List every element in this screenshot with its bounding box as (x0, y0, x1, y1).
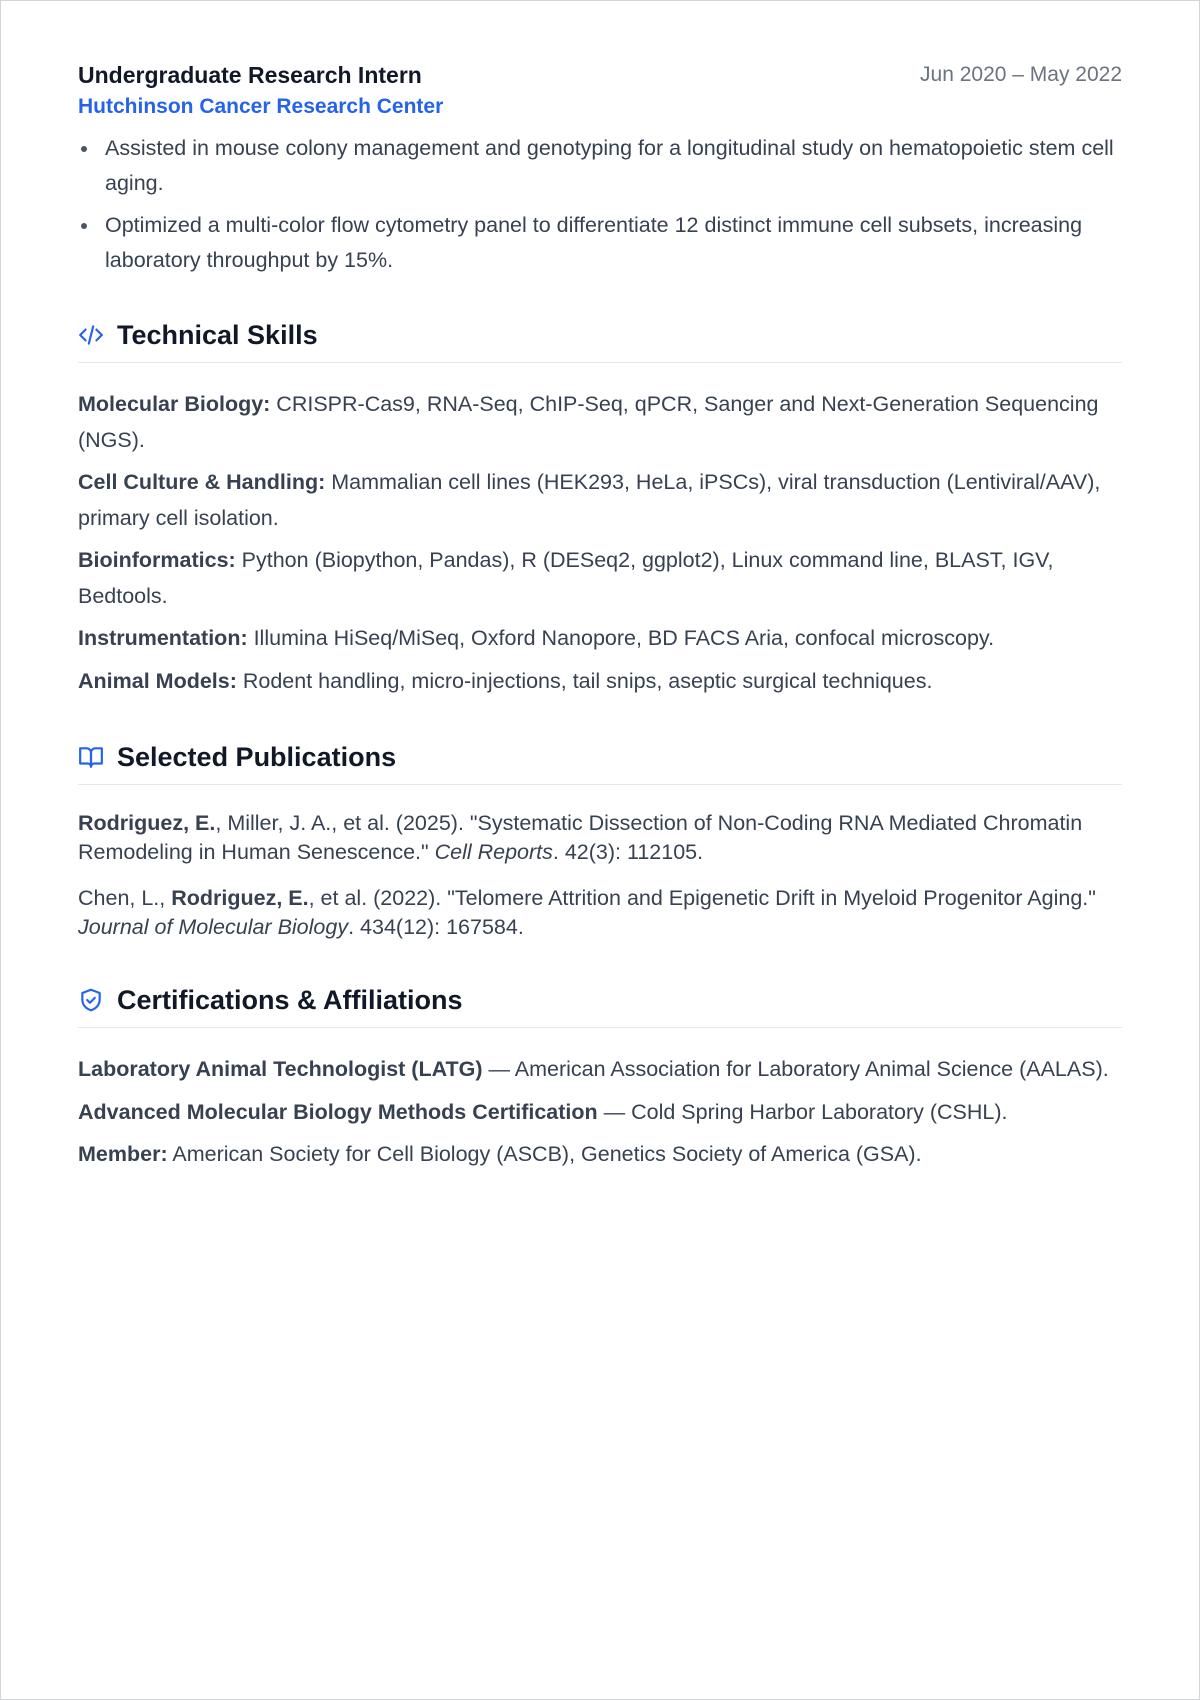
code-icon (78, 322, 104, 348)
certification-row (78, 1095, 1122, 1131)
publication-volume: . 434(12): 167584. (348, 915, 524, 939)
publication-journal: Cell Reports (434, 840, 553, 864)
publication-pre: Chen, L., (78, 886, 172, 910)
certifications-list (78, 1052, 1122, 1173)
resume-content (78, 59, 1122, 1180)
job-organization: Hutchinson Cancer Research Center (78, 95, 444, 118)
skill-label: Animal Models: (78, 668, 237, 693)
job-bullet-text: Assisted in mouse colony management and genotyping for a longitudinal study on hematopoietic stem cell aging. (105, 136, 1114, 195)
publications-list (78, 809, 1122, 942)
certification-row (78, 1137, 1122, 1173)
publication-entry (78, 884, 1122, 942)
section-title: Technical Skills (117, 320, 318, 350)
certifications-section-header (78, 982, 1122, 1028)
job-bullets (78, 131, 1122, 277)
certification-text: — American Association for Laboratory Animal Science (AALAS). (482, 1057, 1109, 1081)
publication-citation: , et al. (2022). "Telomere Attrition and Epigenetic Drift in Myeloid Progenitor Aging." (308, 886, 1096, 910)
job-bullet (78, 208, 1122, 277)
shield-check-icon (78, 987, 104, 1013)
skill-label: Cell Culture & Handling: (78, 470, 326, 494)
publications-section-header (78, 739, 1122, 785)
publication-volume: . 42(3): 112105. (552, 840, 704, 864)
skill-row (78, 387, 1122, 458)
skill-row (78, 664, 1122, 700)
job-header (78, 59, 1122, 91)
skills-section-header (78, 317, 1122, 363)
certifications-section (78, 982, 1122, 1173)
skill-text: CRISPR-Cas9, RNA-Seq, ChIP-Seq, qPCR, Sanger and Next-Generation Sequencing (NGS). (78, 392, 1099, 452)
skill-row (78, 621, 1122, 657)
certification-text: — Cold Spring Harbor Laboratory (CSHL). (597, 1099, 1008, 1124)
skill-text: Illumina HiSeq/MiSeq, Oxford Nanopore, BD FACS Aria, confocal microscopy. (247, 626, 995, 650)
skill-row (78, 543, 1122, 614)
book-open-icon (78, 744, 104, 770)
bullet-dot-icon (81, 146, 87, 152)
certification-label: Advanced Molecular Biology Methods Certification (78, 1099, 598, 1124)
publication-citation: , Miller, J. A., et al. (2025). "Systematic Dissection of Non-Coding RNA Mediated Chromatin Remodeling in Human Senescence." (78, 811, 1083, 864)
job-bullet (78, 131, 1122, 200)
certification-row (78, 1052, 1122, 1088)
certification-label: Member: (78, 1142, 168, 1166)
publication-author-highlight: Rodriguez, E. (171, 886, 309, 910)
publication-author-highlight: Rodriguez, E. (78, 811, 216, 835)
certification-text: American Society for Cell Biology (ASCB), Genetics Society of America (GSA). (167, 1142, 922, 1166)
skills-section (78, 317, 1122, 699)
skills-list (78, 387, 1122, 699)
experience-entry (78, 59, 1122, 277)
bullet-dot-icon (81, 223, 87, 229)
certification-label: Laboratory Animal Technologist (LATG) (78, 1057, 483, 1081)
skill-label: Bioinformatics: (78, 548, 236, 572)
publication-entry (78, 809, 1122, 867)
section-title: Selected Publications (117, 742, 397, 772)
skill-label: Instrumentation: (78, 626, 248, 650)
skill-label: Molecular Biology: (78, 392, 271, 416)
skill-text: Rodent handling, micro-injections, tail snips, aseptic surgical techniques. (236, 668, 933, 693)
publication-journal: Journal of Molecular Biology (78, 915, 349, 939)
job-bullet-text: Optimized a multi-color flow cytometry panel to differentiate 12 distinct immune cell subsets, increasing laboratory throughput by 15%. (105, 213, 1083, 272)
skill-text: Mammalian cell lines (HEK293, HeLa, iPSCs), viral transduction (Lentiviral/AAV), primary cell isolation. (78, 470, 1101, 530)
skill-text: Python (Biopython, Pandas), R (DESeq2, ggplot2), Linux command line, BLAST, IGV, Bedtools. (78, 548, 1054, 608)
job-dates: Jun 2020 – May 2022 (920, 63, 1122, 86)
job-title: Undergraduate Research Intern (78, 62, 422, 88)
publications-section (78, 739, 1122, 942)
section-title: Certifications & Affiliations (117, 985, 463, 1015)
skill-row (78, 465, 1122, 536)
